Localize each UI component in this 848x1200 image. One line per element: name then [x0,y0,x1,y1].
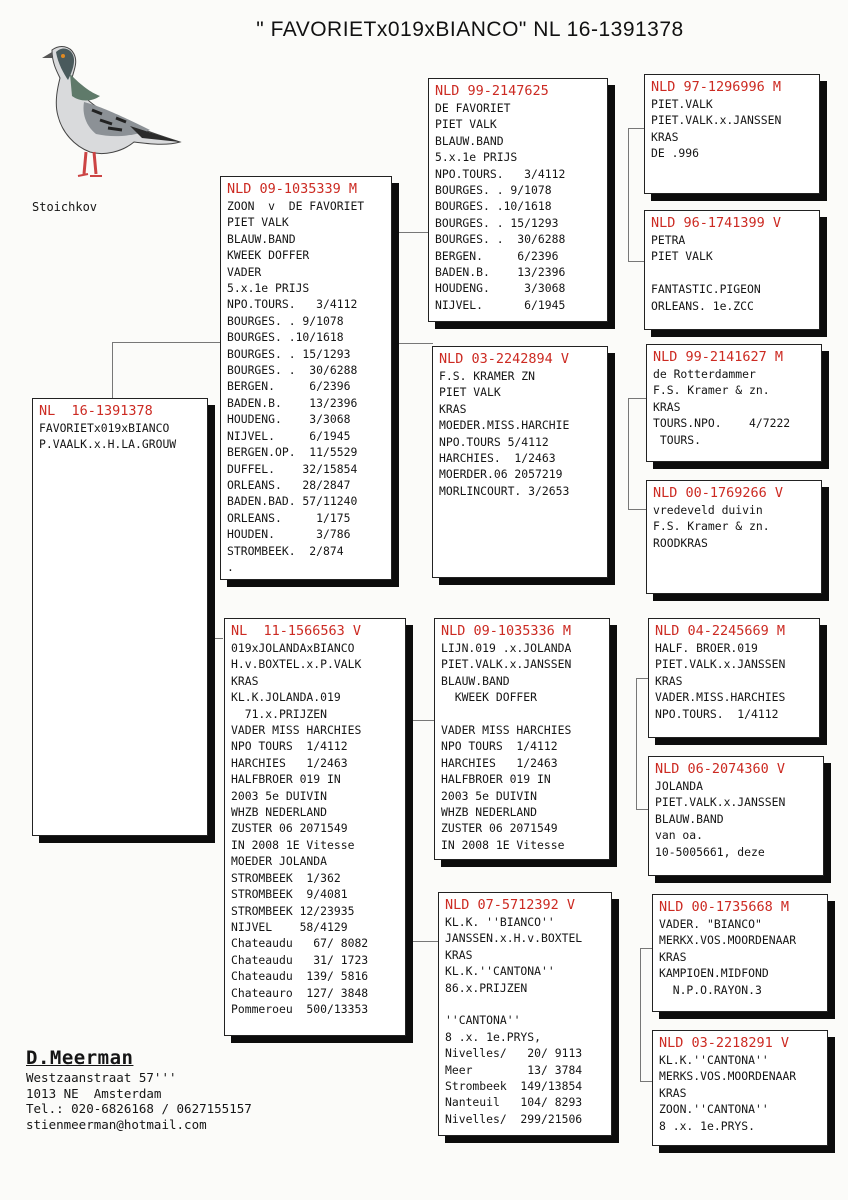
pedigree-card-sd-dam [646,480,822,594]
card-line: van oa. [655,828,704,843]
pedigree-card-ds-sire [648,618,820,738]
card-line: KRAS [445,947,473,962]
ring-number: NL 11-1566563 V [231,623,362,639]
card-line: NPO.TOURS. 1/4112 [655,706,779,721]
card-line: STROMBEEK 12/23935 [231,903,355,918]
card-line: DE FAVORIET [435,101,511,115]
card-line: de Rotterdammer [653,367,756,381]
breeder-email[interactable]: stienmeerman@hotmail.com [26,1116,207,1132]
card-line: BADEN.B. 13/2396 [435,265,566,280]
breeder-city: 1013 NE Amsterdam [26,1085,162,1101]
pedigree-card-ss-dam [644,210,820,330]
card-line: LIJN.019 .x.JOLANDA [441,641,572,655]
card-line: BOURGES. . 30/6288 [227,363,358,378]
card-line: BERGEN.OP. 11/5529 [227,445,358,460]
card-line: IN 2008 1E Vitesse [231,837,355,852]
card-line: HARCHIES 1/2463 [441,755,558,770]
ring-number: NLD 06-2074360 V [655,761,786,777]
pedigree-card-sd-sire [646,344,822,462]
pedigree-card-sire-dam [432,346,608,578]
card-line: BOURGES. . 9/1078 [227,313,344,328]
card-line: KRAS [439,401,467,416]
card-line: BLAUW.BAND [441,673,510,688]
card-line: MOEDER.MISS.HARCHIE [439,418,570,433]
card-line: ORLEANS. 1e.ZCC [651,298,754,313]
card-line: FANTASTIC.PIGEON [651,282,761,297]
card-line: BOURGES. .10/1618 [227,330,344,345]
pedigree-card-dam-sire [434,618,610,860]
pedigree-card-dam [224,618,406,1036]
card-line: NIJVEL 58/4129 [231,919,348,934]
card-line: WHZB NEDERLAND [231,805,328,820]
card-line: MERKX.VOS.MOORDENAAR [659,933,797,948]
ring-number: NLD 00-1735668 M [659,899,790,915]
card-line: FAVORIETx019xBIANCO [39,421,170,435]
card-line: BOURGES. . 15/1293 [435,215,559,230]
card-line: 5.x.1e PRIJS [435,150,518,165]
card-line [441,706,603,722]
card-line: 8 .x. 1e.PRYS, [445,1029,542,1044]
card-line: PIET.VALK [651,97,713,111]
card-line: HALFBROER 019 IN [231,772,341,787]
card-line: ZOON.''CANTONA'' [659,1102,769,1117]
card-line: F.S. Kramer & zn. [653,383,770,398]
ring-number: NLD 04-2245669 M [655,623,786,639]
pedigree-card-ds-dam [648,756,824,876]
card-line: ORLEANS. 28/2847 [227,477,351,492]
card-line: KL.K.''CANTONA'' [445,964,555,979]
card-line: BERGEN. 6/2396 [227,379,351,394]
card-line: 86.x.PRIJZEN [445,980,528,995]
card-line: KL.K. ''BIANCO'' [445,915,555,929]
pedigree-card-dd-dam [652,1030,828,1146]
card-line: ZUSTER 06 2071549 [231,821,348,836]
card-line: PIET VALK [435,117,497,132]
card-line: ORLEANS. 1/175 [227,510,351,525]
card-line: PIET.VALK.x.JANSSEN [655,795,786,810]
card-line: Nivelles/ 20/ 9113 [445,1046,583,1061]
card-line: PIET VALK [227,215,289,230]
card-line: HOUDENG. 3/3068 [435,281,566,296]
breeder-contact [26,1046,252,1132]
pedigree-card-sire [220,176,392,580]
card-line: BLAUW.BAND [227,231,296,246]
pedigree-card-ss-sire [644,74,820,194]
card-line: MOERDER.06 2057219 [439,467,563,482]
card-line: F.S. Kramer & zn. [653,519,770,534]
card-line: KL.K.''CANTONA'' [659,1053,769,1067]
card-line: TOURS. [653,432,702,447]
card-line: BLAUW.BAND [435,133,504,148]
card-line [445,996,605,1012]
card-line: KRAS [231,673,259,688]
card-line: HOUDENG. 3/3068 [227,412,351,427]
card-line: F.S. KRAMER ZN [439,369,536,383]
card-line: ''CANTONA'' [445,1013,521,1028]
card-line: NPO TOURS 1/4112 [231,739,348,754]
card-line: JOLANDA [655,779,704,793]
card-line: KAMPIOEN.MIDFOND [659,966,769,981]
card-line: BOURGES. .10/1618 [435,199,552,214]
card-line: PIET VALK [439,385,501,400]
pedigree-card-subject [32,398,208,836]
ring-number: NLD 07-5712392 V [445,897,576,913]
card-line: HALF. BROER.019 [655,641,758,655]
card-line: 2003 5e DUIVIN [231,788,328,803]
card-line: NIJVEL. 6/1945 [435,297,566,312]
card-line: KWEEK DOFFER [227,248,310,263]
card-line: 71.x.PRIJZEN [231,706,328,721]
card-line: KWEEK DOFFER [441,690,538,705]
pigeon-icon [30,40,190,190]
card-line: NIJVEL. 6/1945 [227,428,351,443]
card-line: PETRA [651,233,686,247]
card-line: BOURGES. . 9/1078 [435,183,552,198]
card-line: KRAS [653,399,681,414]
card-line: TOURS.NPO. 4/7222 [653,416,791,431]
card-line: Chateaudu 139/ 5816 [231,969,369,984]
ring-number: NLD 96-1741399 V [651,215,782,231]
card-line: BADEN.B. 13/2396 [227,395,358,410]
card-line: BOURGES. . 30/6288 [435,232,566,247]
ring-number: NLD 03-2242894 V [439,351,570,367]
card-line: JANSSEN.x.H.v.BOXTEL [445,931,583,946]
card-line: 5.x.1e PRIJS [227,281,310,296]
card-line: DE .996 [651,146,700,161]
card-line: Nivelles/ 299/21506 [445,1111,583,1126]
breeder-phone: Tel.: 020-6826168 / 0627155157 [26,1101,252,1116]
card-line: KL.K.JOLANDA.019 [231,690,341,705]
card-line: 2003 5e DUIVIN [441,788,538,803]
card-line: Pommeroeu 500/13353 [231,1001,369,1016]
card-line: HARCHIES 1/2463 [231,755,348,770]
card-line: KRAS [659,949,687,964]
ring-number: NL 16-1391378 [39,403,153,419]
card-line: PIET.VALK.x.JANSSEN [651,113,782,128]
card-line: KRAS [651,129,679,144]
card-line: STROMBEEK 1/362 [231,870,341,885]
card-line: HOUDEN. 3/786 [227,527,351,542]
pedigree-card-sire-sire [428,78,608,322]
card-line: MERKS.VOS.MOORDENAAR [659,1069,797,1084]
card-line: ROODKRAS [653,535,708,550]
card-line: NPO.TOURS. 3/4112 [227,297,358,312]
card-line: KRAS [655,673,683,688]
card-line: NPO.TOURS. 3/4112 [435,166,566,181]
connector [112,342,223,399]
ring-number: NLD 97-1296996 M [651,79,782,95]
card-line: Meer 13/ 3784 [445,1062,583,1077]
card-line: NPO TOURS 1/4112 [441,739,558,754]
card-line: WHZB NEDERLAND [441,805,538,820]
card-line: VADER [227,264,262,279]
card-line: NPO.TOURS 5/4112 [439,434,549,449]
ring-number: NLD 99-2147625 [435,83,549,99]
ring-number: NLD 09-1035336 M [441,623,572,639]
card-line: 8 .x. 1e.PRYS. [659,1118,756,1133]
card-line: BLAUW.BAND [655,811,724,826]
ring-number: NLD 03-2218291 V [659,1035,790,1051]
card-line: VADER. "BIANCO" [659,917,762,931]
card-line: 019xJOLANDAxBIANCO [231,641,355,655]
card-line: BERGEN. 6/2396 [435,248,559,263]
card-line: Chateauro 127/ 3848 [231,985,369,1000]
photo-caption: Stoichkov [32,200,98,214]
card-line: 10-5005661, deze [655,844,765,859]
card-line: HALFBROER 019 IN [441,772,551,787]
card-line: IN 2008 1E Vitesse [441,837,565,852]
card-line: VADER.MISS.HARCHIES [655,690,786,705]
card-line: DUFFEL. 32/15854 [227,461,358,476]
card-line: PIET.VALK.x.JANSSEN [441,657,572,672]
card-line: BOURGES. . 15/1293 [227,346,351,361]
card-line: STROMBEEK. 2/874 [227,543,344,558]
ring-number: NLD 99-2141627 M [653,349,784,365]
card-line: P.VAALK.x.H.LA.GROUW [39,437,177,452]
card-line: PIET.VALK.x.JANSSEN [655,657,786,672]
card-line: ZOON v DE FAVORIET [227,199,365,213]
card-line: KRAS [659,1085,687,1100]
card-line: STROMBEEK 9/4081 [231,887,348,902]
card-line [651,265,813,281]
card-line: VADER MISS HARCHIES [231,723,362,738]
card-line: HARCHIES. 1/2463 [439,451,556,466]
card-line: vredeveld duivin [653,503,763,517]
breeder-street: Westzaanstraat 57''' [26,1070,177,1085]
card-line: ZUSTER 06 2071549 [441,821,558,836]
card-line: MOEDER JOLANDA [231,854,328,869]
breeder-name: D.Meerman [26,1047,134,1069]
card-line: VADER MISS HARCHIES [441,723,572,738]
card-line: Chateaudu 67/ 8082 [231,936,369,951]
card-line: Strombeek 149/13854 [445,1079,583,1094]
card-line: . [227,559,234,574]
card-line: MORLINCOURT. 3/2653 [439,483,570,498]
card-line: Nanteuil 104/ 8293 [445,1095,583,1110]
ring-number: NLD 09-1035339 M [227,181,358,197]
page-title: " FAVORIETx019xBIANCO" NL 16-1391378 [256,18,684,41]
card-line: H.v.BOXTEL.x.P.VALK [231,657,362,672]
pedigree-card-dam-dam [438,892,612,1136]
card-line: PIET VALK [651,249,713,264]
card-line: Chateaudu 31/ 1723 [231,952,369,967]
card-line: N.P.O.RAYON.3 [659,982,762,997]
ring-number: NLD 00-1769266 V [653,485,784,501]
card-line: BADEN.BAD. 57/11240 [227,494,358,509]
pedigree-card-dd-sire [652,894,828,1012]
